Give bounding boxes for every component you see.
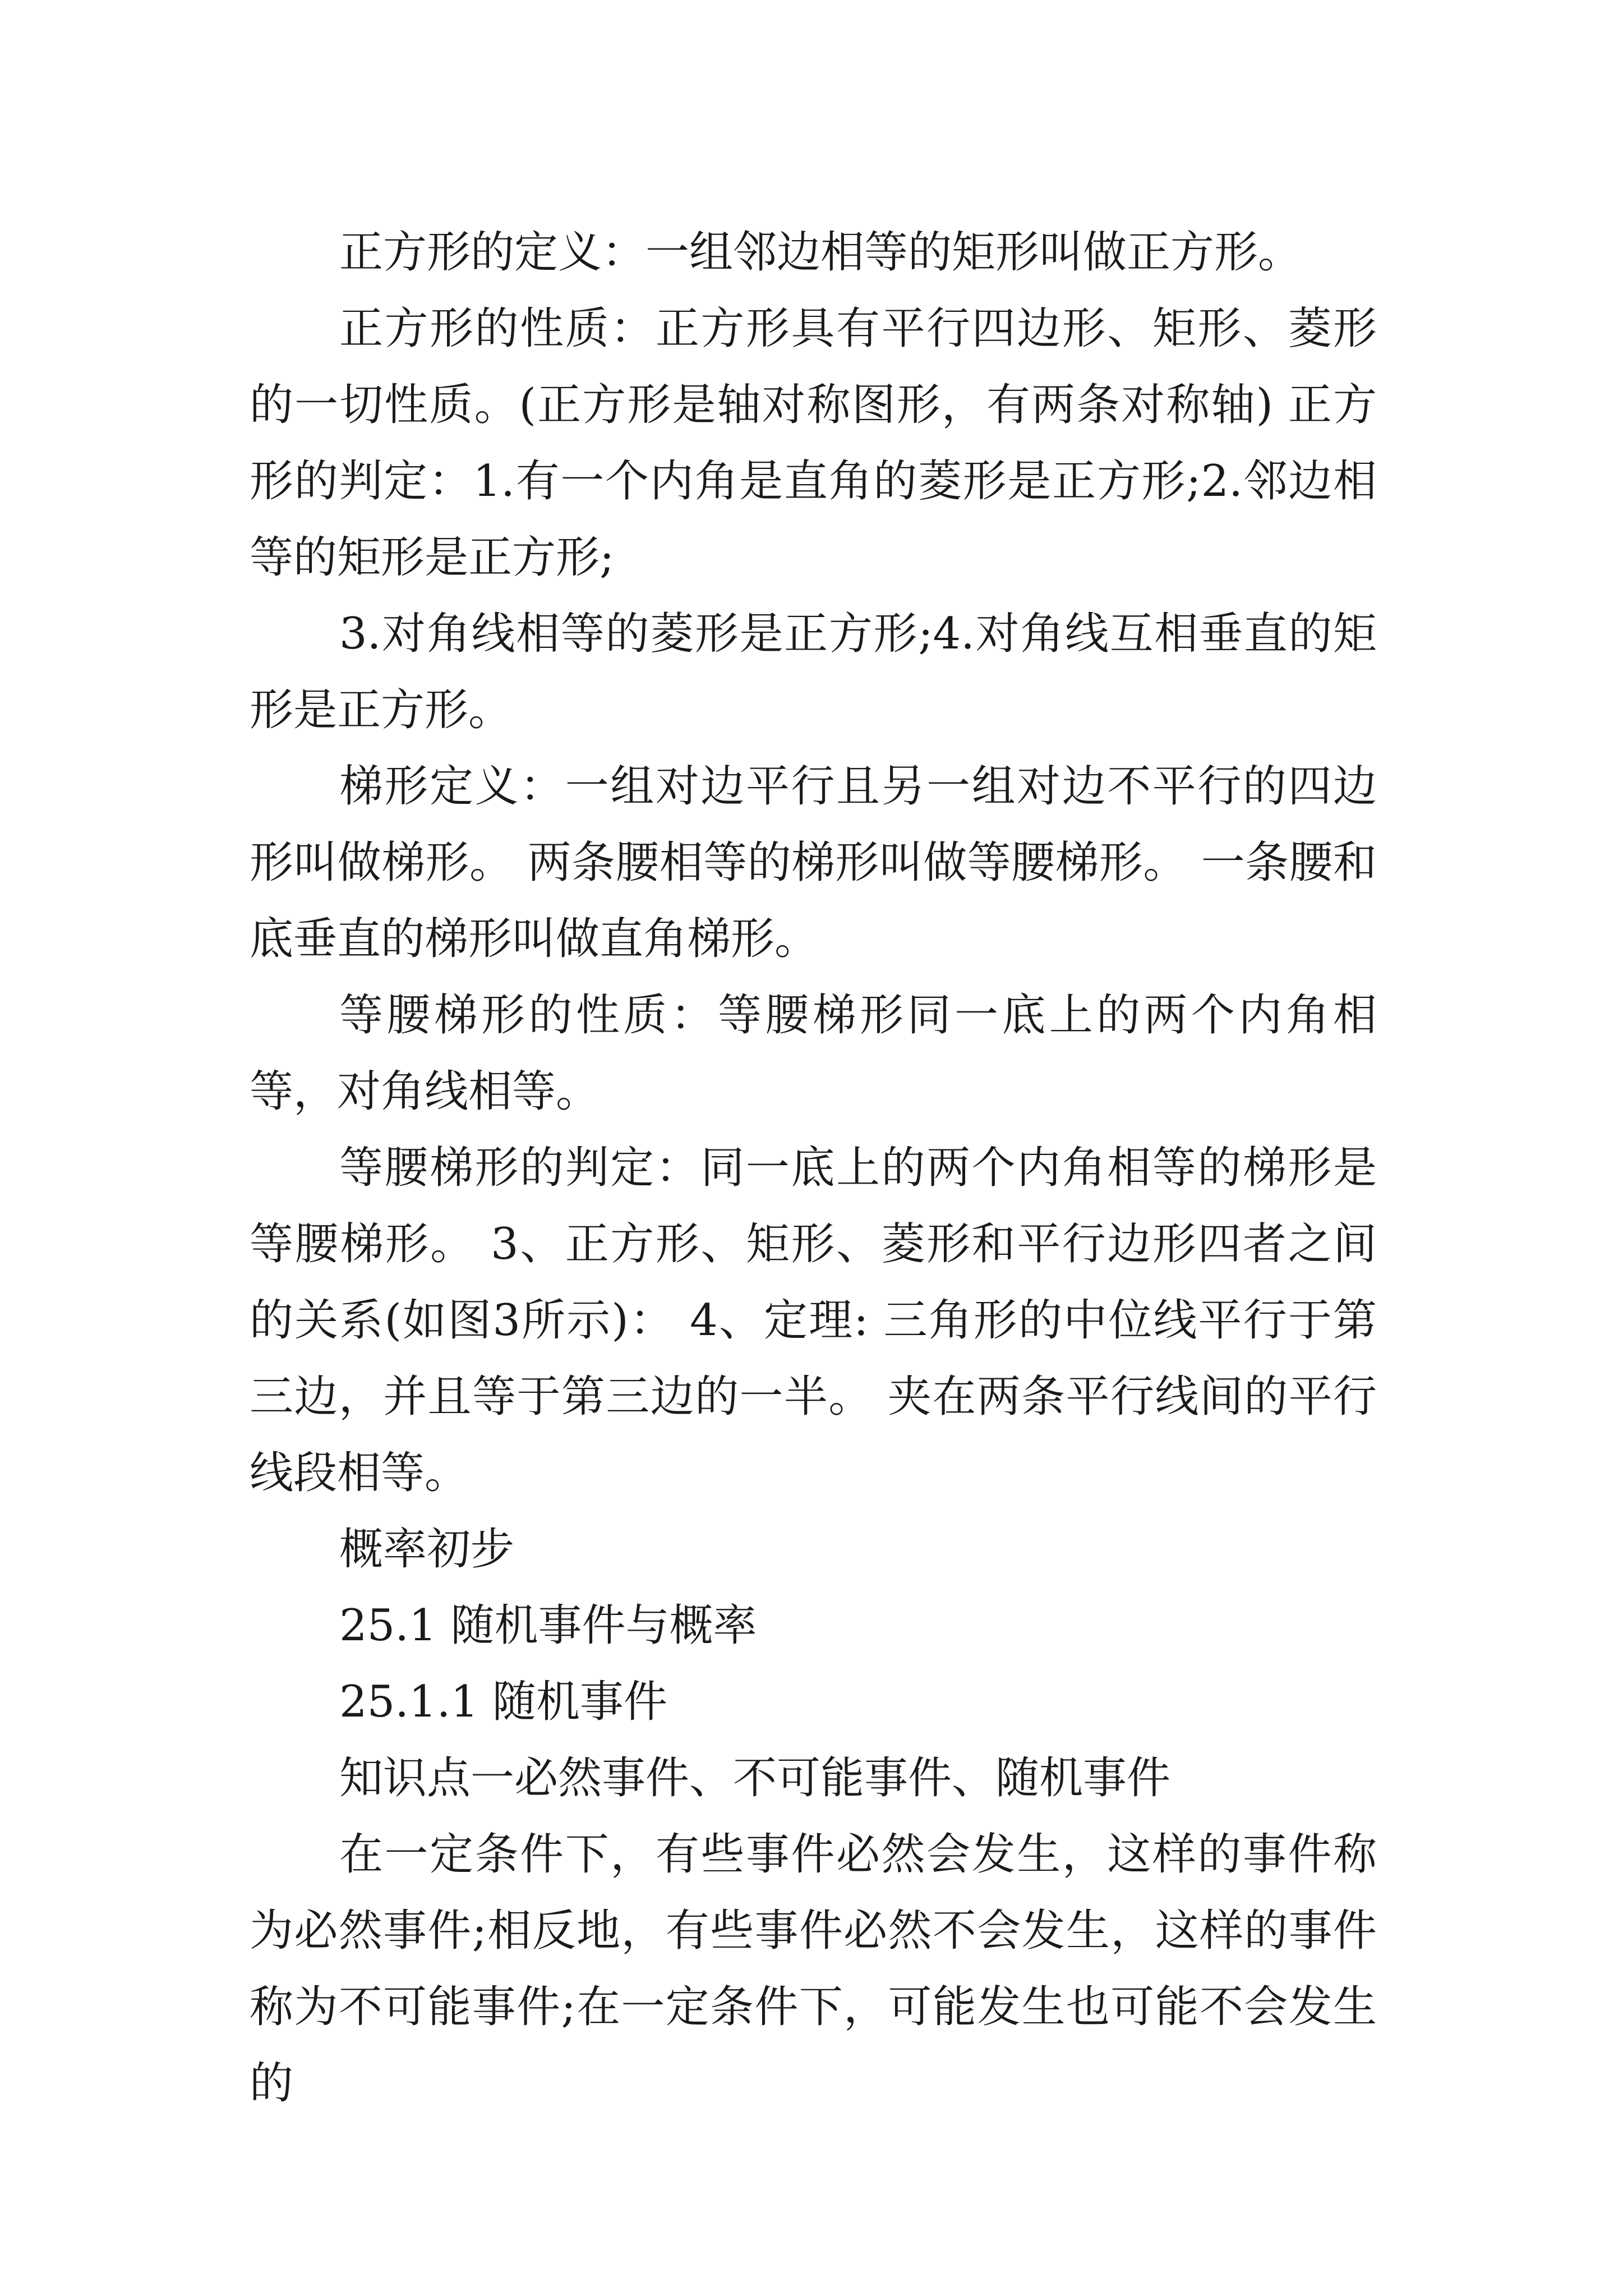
paragraph-trapezoid-definition: 梯形定义：一组对边平行且另一组对边不平行的四边形叫做梯形。 两条腰相等的梯形叫做等腰梯形。 一条腰和底垂直的梯形叫做直角梯形。 — [250, 761, 1377, 964]
paragraph-square-properties: 正方形的性质：正方形具有平行四边形、矩形、菱形的一切性质。(正方形是轴对称图形，有两条对称轴) 正方形的判定：1.有一个内角是直角的菱形是正方形;2.邻边相等的矩形是正方形; — [250, 303, 1377, 583]
section-heading-25-1: 25.1 随机事件与概率 — [339, 1600, 757, 1651]
section-heading-25-1-1: 25.1.1 随机事件 — [339, 1677, 667, 1727]
knowledge-point-heading: 知识点一必然事件、不可能事件、随机事件 — [339, 1753, 1171, 1803]
paragraph-isosceles-trapezoid-criteria: 等腰梯形的判定：同一底上的两个内角相等的梯形是等腰梯形。 3、正方形、矩形、菱形和平行边形四者之间的关系(如图3所示)： 4、定理: 三角形的中位线平行于第三边，并且等于第三边的一半。 夹在两条平行线间的平行线段相等。 — [250, 1143, 1377, 1498]
paragraph-square-definition: 正方形的定义：一组邻边相等的矩形叫做正方形。 — [339, 227, 1302, 278]
document-body — [250, 214, 1377, 2122]
section-heading-probability: 概率初步 — [339, 1524, 515, 1575]
paragraph-events-definition: 在一定条件下，有些事件必然会发生，这样的事件称为必然事件;相反地，有些事件必然不会发生，这样的事件称为不可能事件;在一定条件下，可能发生也可能不会发生的 — [250, 1829, 1377, 2109]
paragraph-isosceles-trapezoid-properties: 等腰梯形的性质：等腰梯形同一底上的两个内角相等，对角线相等。 — [250, 990, 1377, 1117]
paragraph-square-criteria: 3.对角线相等的菱形是正方形;4.对角线互相垂直的矩形是正方形。 — [250, 609, 1377, 735]
